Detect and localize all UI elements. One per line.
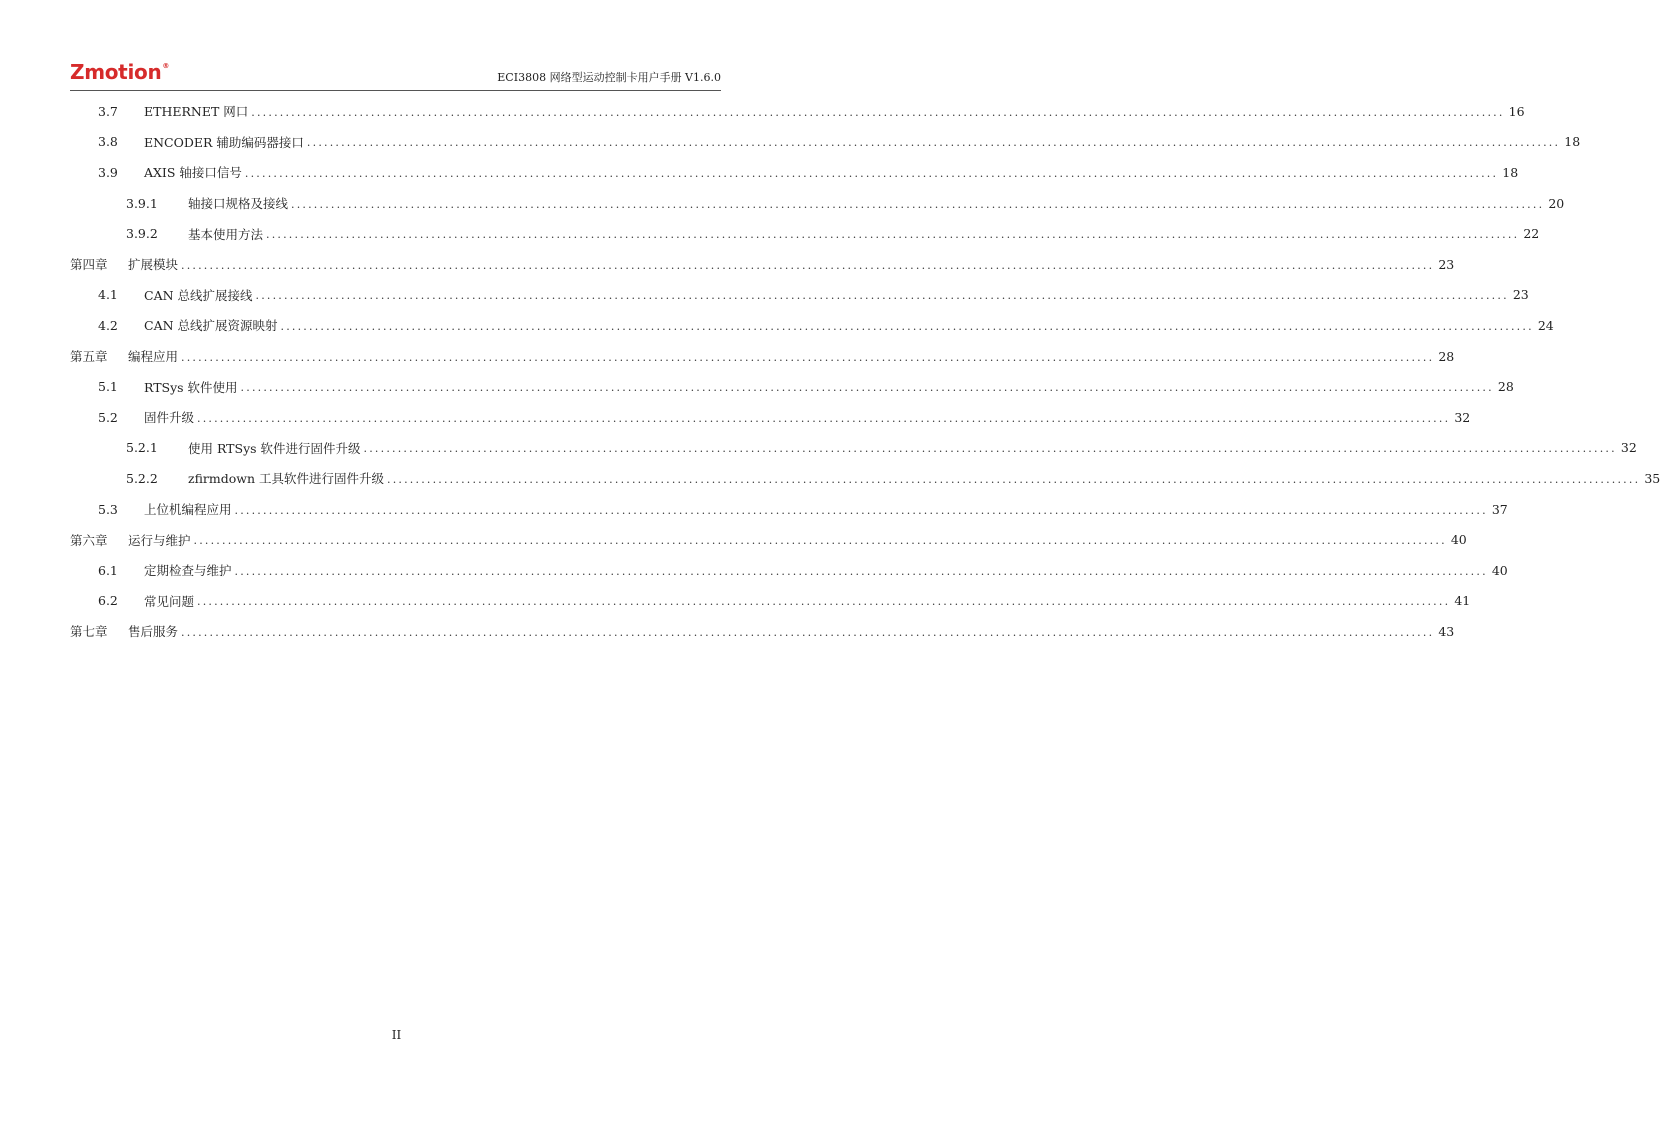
toc-entry-page: 24: [1537, 317, 1554, 333]
toc-entry-number: 5.3: [98, 501, 118, 517]
toc-entry-title: 固件升级: [144, 410, 195, 426]
toc-entry-title: 使用 RTSys 软件进行固件升级: [188, 440, 361, 456]
toc-entry-number: 第六章: [70, 532, 108, 548]
toc-entry-page: 37: [1491, 501, 1508, 517]
dot-leader: ............................................................................................................................................................................................................................: [266, 228, 1520, 242]
toc-entry[interactable]: [70, 433, 1637, 464]
toc-entry-title: 常见问题: [144, 593, 195, 609]
toc-entry[interactable]: [70, 127, 1581, 158]
toc-entry-title: ENCODER 辅助编码器接口: [144, 134, 304, 150]
dot-leader: ............................................................................................................................................................................................................................: [240, 381, 1494, 395]
zmotion-logo: [70, 60, 169, 84]
toc-entry[interactable]: [70, 341, 1455, 372]
toc-entry-number: 第五章: [70, 349, 108, 365]
toc-entry-page: 40: [1491, 562, 1508, 578]
toc-entry[interactable]: [70, 249, 1455, 280]
toc-entry-number: 3.7: [98, 103, 118, 119]
toc-entry[interactable]: [70, 402, 1471, 433]
toc-entry-page: 22: [1523, 226, 1540, 242]
dot-leader: ............................................................................................................................................................................................................................: [197, 595, 1451, 609]
dot-leader: ............................................................................................................................................................................................................................: [234, 564, 1488, 578]
toc-entry[interactable]: [70, 555, 1508, 586]
toc-entry[interactable]: [70, 157, 1519, 188]
toc-entry[interactable]: [70, 463, 1660, 494]
toc-entry-title: RTSys 软件使用: [144, 379, 238, 395]
toc-entry-number: 3.9.2: [126, 226, 158, 242]
dot-leader: ............................................................................................................................................................................................................................: [193, 534, 1447, 548]
table-of-contents: [70, 96, 1660, 647]
toc-entry-title: 售后服务: [128, 624, 179, 640]
dot-leader: ............................................................................................................................................................................................................................: [197, 411, 1451, 425]
toc-entry-page: 32: [1620, 440, 1637, 456]
toc-entry-title: 编程应用: [128, 349, 179, 365]
toc-entry[interactable]: [70, 616, 1455, 647]
toc-entry[interactable]: [70, 524, 1467, 555]
dot-leader: ............................................................................................................................................................................................................................: [291, 197, 1545, 211]
toc-entry[interactable]: [70, 371, 1514, 402]
toc-entry-title: 扩展模块: [128, 257, 179, 273]
toc-entry-number: 4.2: [98, 317, 118, 333]
page-number: II: [391, 1028, 402, 1042]
toc-entry-title: zfirmdown 工具软件进行固件升级: [188, 471, 385, 487]
toc-entry[interactable]: [70, 188, 1565, 219]
toc-entry-page: 18: [1502, 164, 1519, 180]
toc-entry-page: 20: [1548, 195, 1565, 211]
toc-entry-number: 3.8: [98, 134, 118, 150]
dot-leader: ............................................................................................................................................................................................................................: [181, 350, 1435, 364]
dot-leader: ............................................................................................................................................................................................................................: [280, 319, 1534, 333]
toc-entry-page: 32: [1454, 409, 1471, 425]
toc-entry-number: 5.1: [98, 379, 118, 395]
toc-entry-number: 3.9.1: [126, 195, 158, 211]
logo-text: Zmotion: [70, 60, 162, 84]
page-header: [70, 58, 721, 91]
toc-entry-title: 定期检查与维护: [144, 563, 232, 579]
toc-entry-page: 16: [1508, 103, 1525, 119]
toc-entry-number: 第七章: [70, 624, 108, 640]
toc-entry-number: 3.9: [98, 164, 118, 180]
document-title: ECI3808 网络型运动控制卡用户手册 V1.6.0: [497, 71, 721, 84]
dot-leader: ............................................................................................................................................................................................................................: [255, 289, 1509, 303]
toc-entry-page: 23: [1438, 256, 1455, 272]
toc-entry[interactable]: [70, 280, 1529, 311]
toc-entry-number: 5.2.1: [126, 440, 158, 456]
toc-entry-page: 41: [1454, 593, 1471, 609]
toc-entry-title: CAN 总线扩展资源映射: [144, 318, 278, 334]
toc-entry-title: ETHERNET 网口: [144, 104, 249, 120]
dot-leader: ............................................................................................................................................................................................................................: [244, 166, 1499, 180]
toc-entry-page: 23: [1512, 287, 1529, 303]
toc-entry-page: 28: [1438, 348, 1455, 364]
dot-leader: ............................................................................................................................................................................................................................: [234, 503, 1488, 517]
toc-entry[interactable]: [70, 494, 1508, 525]
dot-leader: ............................................................................................................................................................................................................................: [387, 472, 1641, 486]
toc-entry-number: 6.1: [98, 562, 118, 578]
dot-leader: ............................................................................................................................................................................................................................: [181, 258, 1435, 272]
toc-entry[interactable]: [70, 96, 1525, 127]
toc-entry-number: 第四章: [70, 257, 108, 273]
toc-entry-title: 基本使用方法: [188, 226, 264, 242]
toc-entry[interactable]: [70, 586, 1471, 617]
toc-entry-page: 43: [1438, 623, 1455, 639]
toc-entry-page: 18: [1564, 134, 1581, 150]
dot-leader: ............................................................................................................................................................................................................................: [251, 105, 1505, 119]
registered-mark: ®: [162, 62, 170, 70]
toc-entry-title: 上位机编程应用: [144, 502, 232, 518]
toc-entry-page: 40: [1450, 532, 1467, 548]
toc-entry-number: 4.1: [98, 287, 118, 303]
toc-entry-title: 运行与维护: [128, 532, 191, 548]
toc-entry-title: 轴接口规格及接线: [188, 196, 289, 212]
toc-entry-number: 6.2: [98, 593, 118, 609]
dot-leader: ............................................................................................................................................................................................................................: [363, 442, 1617, 456]
toc-entry[interactable]: [70, 310, 1554, 341]
dot-leader: ............................................................................................................................................................................................................................: [181, 625, 1435, 639]
toc-entry-page: 28: [1497, 379, 1514, 395]
dot-leader: ............................................................................................................................................................................................................................: [306, 136, 1561, 150]
toc-entry[interactable]: [70, 218, 1540, 249]
toc-entry-title: CAN 总线扩展接线: [144, 287, 253, 303]
toc-entry-number: 5.2.2: [126, 470, 158, 486]
toc-entry-page: 35: [1644, 470, 1660, 486]
toc-entry-title: AXIS 轴接口信号: [144, 165, 242, 181]
toc-entry-number: 5.2: [98, 409, 118, 425]
